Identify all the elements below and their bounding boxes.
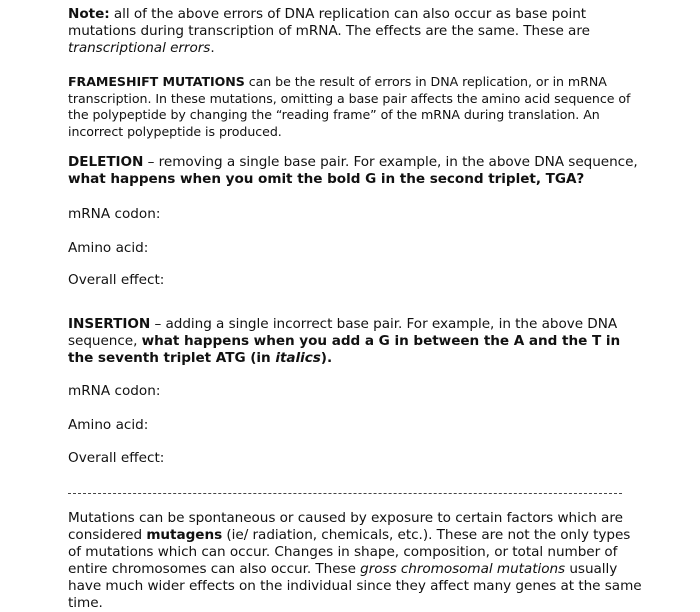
insertion-amino-acid-label: Amino acid: — [68, 417, 149, 433]
insertion-question-italic: italics — [275, 350, 321, 366]
mutagens-text: Mutations can be spontaneous or caused by exposure to certain factors which are considered — [68, 510, 623, 543]
mutagens-bold-term: mutagens — [146, 527, 223, 543]
note-text: all of the above errors of DNA replication can also occur as base point mutations during transcription of mRNA. The effects are the same. These are — [68, 6, 590, 39]
deletion-paragraph — [68, 154, 643, 188]
mutagens-text-middle: (ie/ radiation, chemicals, etc.). These are not the only types of mutations which can occur. Changes in shape, composition, or total number of entire chromosomes can also occur. These — [68, 527, 631, 577]
mutagens-italic-term: gross chromosomal mutations — [360, 561, 566, 577]
note-text-end: . — [210, 40, 215, 56]
insertion-question-text: what happens when you add a G in between the A and the T in the seventh triplet ATG (in — [68, 333, 621, 366]
note-paragraph — [68, 6, 643, 57]
note-italic-text: transcriptional errors — [68, 40, 211, 56]
insertion-paragraph — [68, 316, 643, 367]
frameshift-paragraph — [68, 74, 643, 140]
deletion-heading: DELETION — [68, 154, 144, 170]
frameshift-heading: FRAMESHIFT MUTATIONS — [68, 74, 245, 89]
dashed-divider — [68, 493, 622, 494]
insertion-text: – adding a single incorrect base pair. For example, in the above DNA sequence, — [68, 316, 618, 349]
deletion-mrna-codon-label: mRNA codon: — [68, 206, 161, 222]
note-label: Note: — [68, 6, 110, 22]
mutagens-text-end: usually have much wider effects on the individual since they affect many genes at the same time. — [68, 561, 642, 611]
frameshift-text: can be the result of errors in DNA replication, or in mRNA transcription. In these mutations, omitting a base pair affects the amino acid sequence of the polypeptide by changing the “reading frame” of the mRNA during translation. An incorrect polypeptide is produced. — [68, 74, 631, 139]
deletion-amino-acid-label: Amino acid: — [68, 240, 149, 256]
mutagens-paragraph — [68, 510, 643, 612]
deletion-overall-effect-label: Overall effect: — [68, 272, 165, 288]
deletion-text: – removing a single base pair. For example, in the above DNA sequence, — [143, 154, 638, 170]
insertion-question — [68, 333, 620, 366]
insertion-overall-effect-label: Overall effect: — [68, 450, 165, 466]
insertion-question-end: ). — [320, 350, 333, 366]
insertion-heading: INSERTION — [68, 316, 151, 332]
deletion-question: what happens when you omit the bold G in the second triplet, TGA? — [68, 171, 585, 187]
insertion-mrna-codon-label: mRNA codon: — [68, 383, 161, 399]
